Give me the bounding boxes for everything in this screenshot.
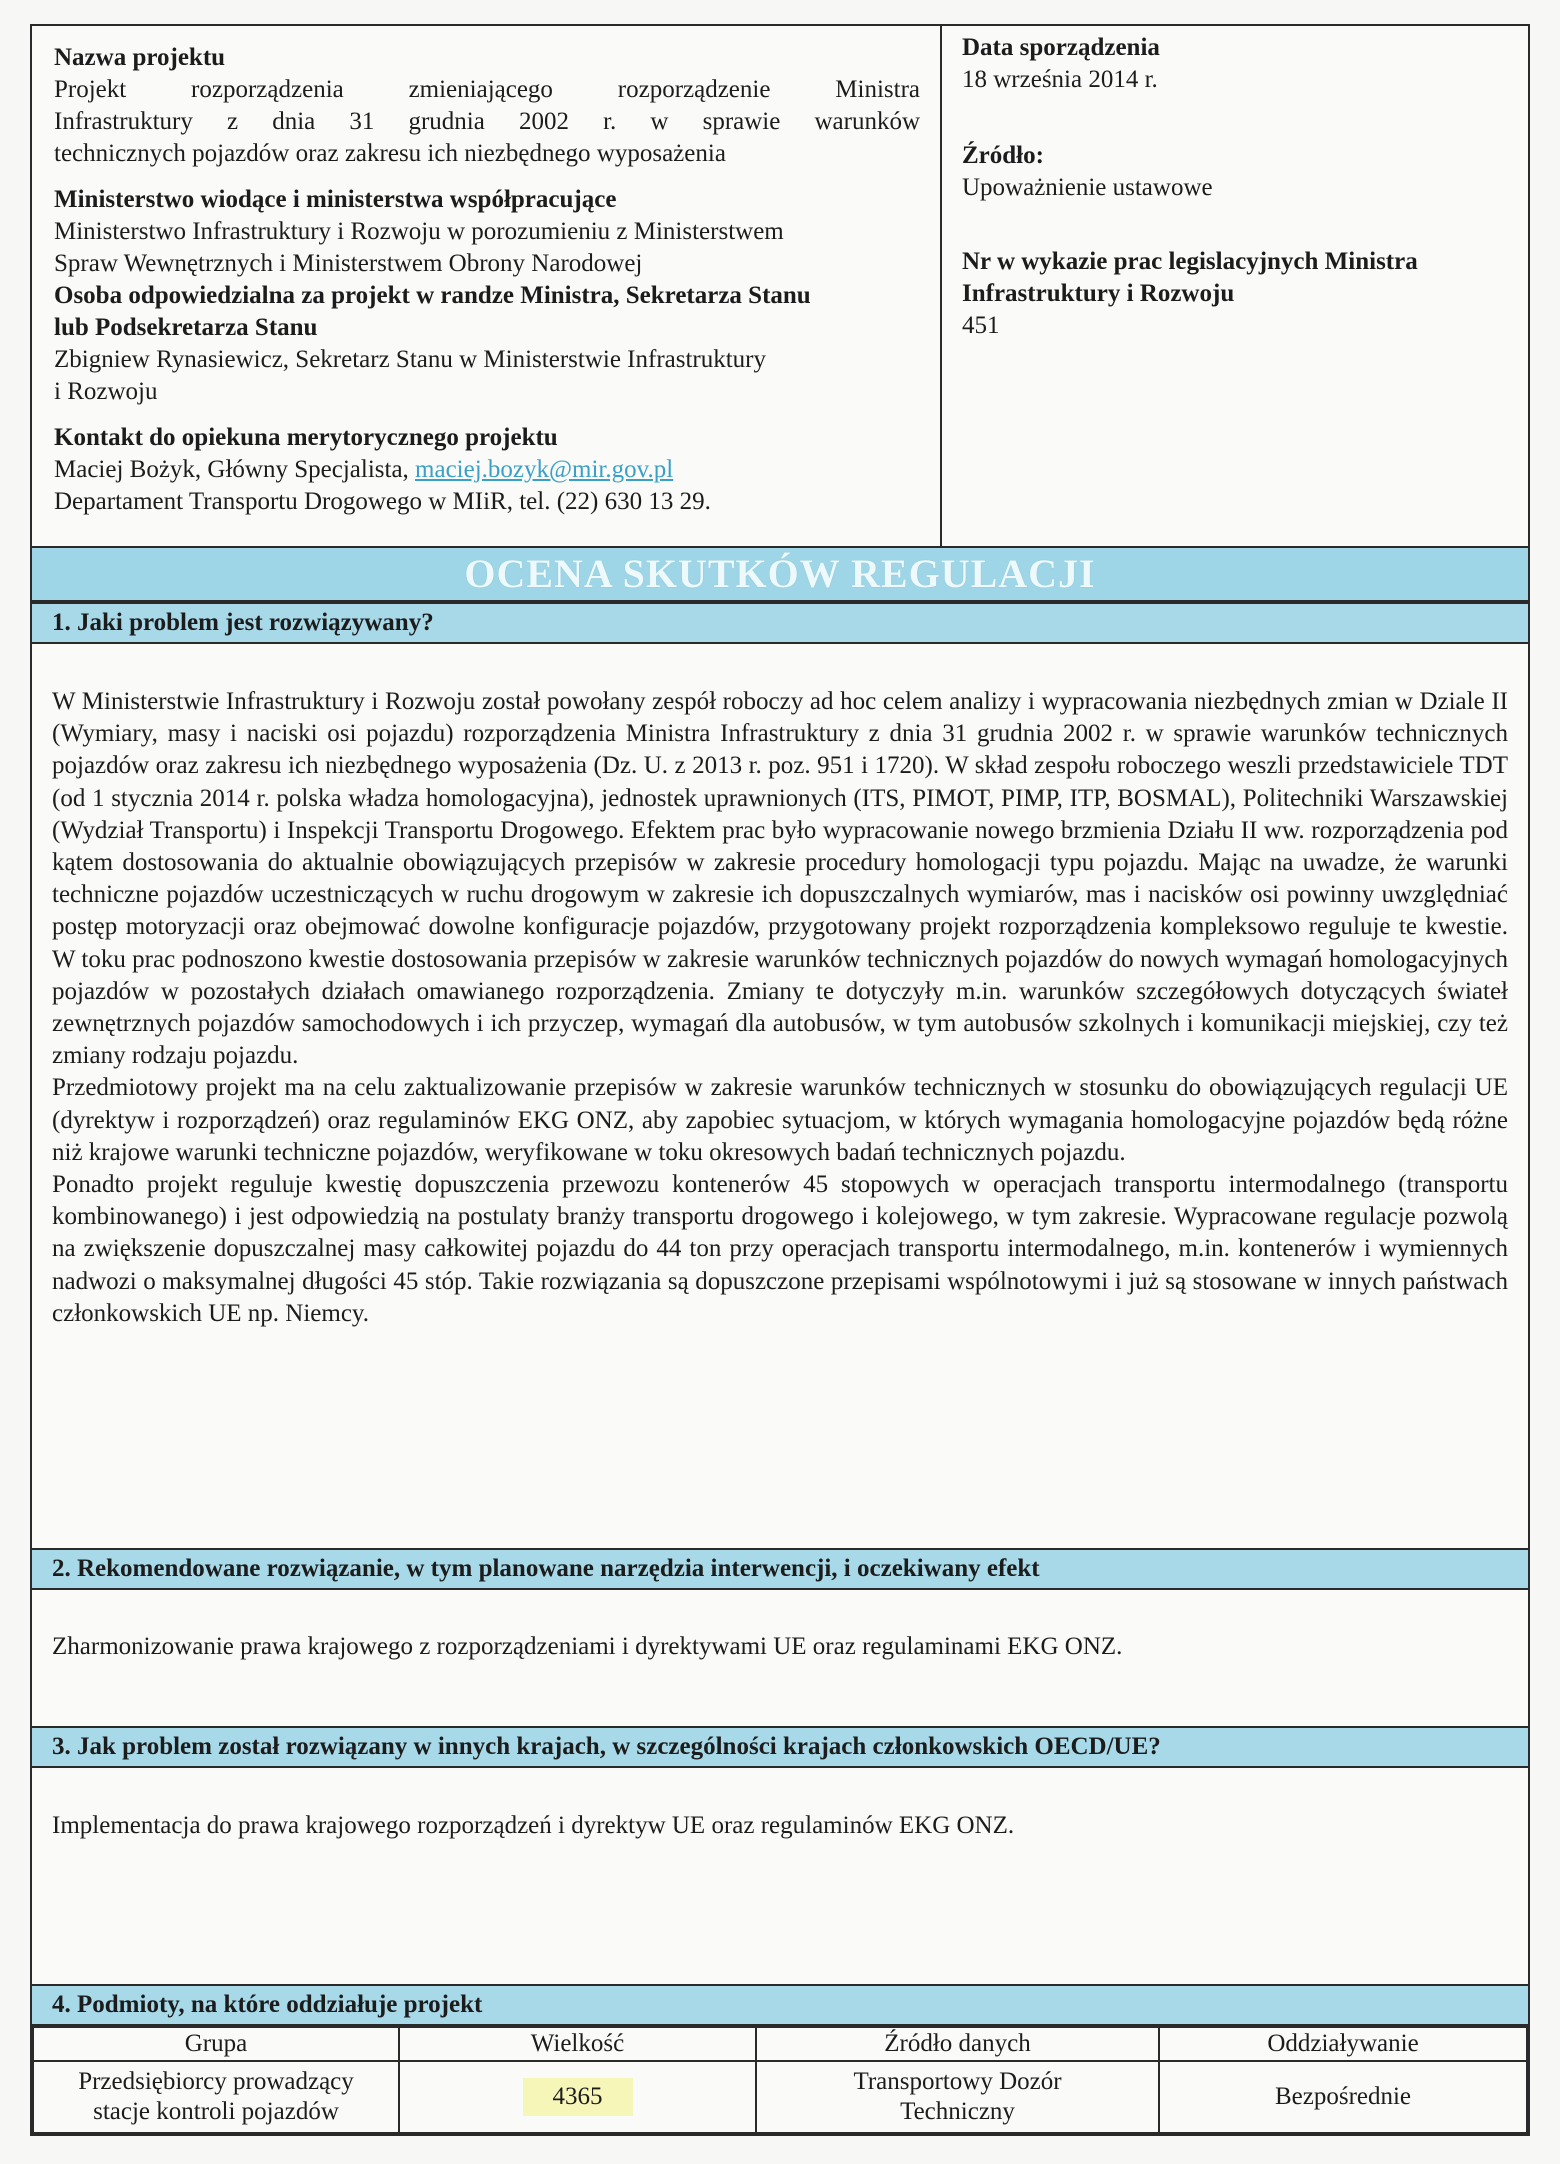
table-header-cell: Źródło danych (756, 2027, 1159, 2061)
list-label: Infrastruktury i Rozwoju (962, 280, 1235, 307)
ministry-line: Ministerstwo Infrastruktury i Rozwoju w porozumieniu z Ministerstwem (54, 218, 784, 245)
responsible-label: Osoba odpowiedzialna za projekt w randze Ministra, Sekretarza Stanu (54, 282, 811, 309)
source-line: Techniczny (900, 2098, 1015, 2125)
source-line: Transportowy Dozór (853, 2068, 1062, 2095)
project-name-line: technicznych pojazdów oraz zakresu ich niezbędnego wyposażenia (54, 140, 726, 167)
subjects-table (32, 2026, 1528, 2134)
contact-label: Kontakt do opiekuna merytorycznego projektu (54, 424, 558, 451)
group-line: Przedsiębiorcy prowadzący (78, 2068, 354, 2095)
table-header-cell: Grupa (33, 2027, 399, 2061)
responsible-label: lub Podsekretarza Stanu (54, 314, 318, 341)
date-value: 18 września 2014 r. (962, 66, 1158, 93)
impact-cell: Bezpośrednie (1159, 2061, 1527, 2133)
title-bar (32, 546, 1528, 602)
contact-email-link[interactable]: maciej.bozyk@mir.gov.pl (415, 456, 674, 483)
table-header-row (33, 2027, 1527, 2061)
table-header-cell: Wielkość (399, 2027, 756, 2061)
header-block (32, 26, 1528, 548)
section-4-heading-bar (32, 1984, 1528, 2026)
paragraph: Przedmiotowy projekt ma na celu zaktualizowanie przepisów w zakresie warunków technicznych w stosunku do obowiązujących regulacji UE (dyrektyw i rozporządzeń) oraz regulaminów EKG ONZ, aby zapobiec sytuacjom, w których wymagania homologacyjne pojazdów będą różne niż krajowe warunki techniczne pojazdów, weryfikowane w toku okresowych badań technicznych pojazdu. (52, 1074, 1508, 1166)
section-heading: 1. Jaki problem jest rozwiązywany? (52, 609, 434, 636)
document-page (30, 24, 1530, 2136)
paragraph: Ponadto projekt reguluje kwestię dopuszczenia przewozu kontenerów 45 stopowych w operacjach transportu intermodalnego (transportu kombinowanego) i jest odpowiedzią na postulaty branży transportu drogowego i kolejowego, w tym zakresie. Wypracowane regulacje pozwolą na zwiększenie dopuszczalnej masy całkowitej pojazdu do 44 ton przy operacjach transportu intermodalnego, m.in. kontenerów i wymiennych nadwozi o maksymalnej długości 45 stóp. Takie rozwiązania są dopuszczone przepisami wspólnotowymi i już są stosowane w innych państwach członkowskich UE np. Niemcy. (52, 1171, 1508, 1327)
paragraph: W Ministerstwie Infrastruktury i Rozwoju został powołany zespół roboczy ad hoc celem analizy i wypracowania niezbędnych zmian w Dziale II (Wymiary, masy i naciski osi pojazdu) rozporządzenia Ministra Infrastruktury z dnia 31 grudnia 2002 r. w sprawie warunków technicznych pojazdów oraz zakresu ich niezbędnego wyposażenia (Dz. U. z 2013 r. poz. 951 i 1720). W skład zespołu roboczego weszli przedstawiciele TDT (od 1 stycznia 2014 r. polska władza homologacyjna), jednostek uprawnionych (ITS, PIMOT, PIMP, ITP, BOSMAL), Politechniki Warszawskiej (Wydział Transportu) i Inspekcji Transportu Drogowego. Efektem prac było wypracowanie nowego brzmienia Działu II ww. rozporządzenia pod kątem dostosowania do aktualnie obowiązujących przepisów w zakresie procedury homologacji typu pojazdu. Mając na uwadze, że warunki techniczne pojazdów uczestniczących w ruchu drogowym w zakresie ich dopuszczalnych wymiarów, mas i nacisków osi powinny uwzględniać postęp motoryzacji oraz obejmować dowolne konfiguracje pojazdów, przygotowany projekt rozporządzenia kompleksowo reguluje te kwestie. W toku prac podnoszono kwestie dostosowania przepisów w zakresie warunków technicznych pojazdów do nowych wymagań homologacyjnych pojazdów w pozostałych działach omawianego rozporządzenia. Zmiany te dotyczyły m.in. warunków szczegółowych dotyczących świateł zewnętrznych pojazdów samochodowych i ich przyczep, wymagań dla autobusów, w tym autobusów szkolnych i komunikacji miejskiej, czy też zmiany rodzaju pojazdu. (52, 688, 1508, 1070)
source-label: Źródło: (962, 142, 1044, 169)
project-name-line: Projekt rozporządzenia zmieniającego rozporządzenie Ministra (54, 76, 920, 103)
ministry-label: Ministerstwo wiodące i ministerstwa współpracujące (54, 186, 617, 213)
group-line: stacje kontroli pojazdów (93, 2098, 339, 2125)
paragraph: Zharmonizowanie prawa krajowego z rozporządzeniami i dyrektywami UE oraz regulaminami EKG ONZ. (52, 1633, 1123, 1660)
responsible-line: i Rozwoju (54, 378, 158, 405)
project-name-line: Infrastruktury z dnia 31 grudnia 2002 r. w sprawie warunków (54, 108, 920, 135)
contact-line (54, 454, 920, 486)
paragraph: Implementacja do prawa krajowego rozporządzeń i dyrektyw UE oraz regulaminów EKG ONZ. (52, 1812, 1015, 1839)
document-title: OCENA SKUTKÓW REGULACJI (464, 551, 1096, 596)
size-value: 4365 (523, 2078, 633, 2116)
size-cell (399, 2061, 756, 2133)
section-3-heading-bar (32, 1726, 1528, 1768)
contact-dept: Departament Transportu Drogowego w MIiR, tel. (22) 630 13 29. (54, 488, 711, 515)
table-header-cell: Oddziaływanie (1159, 2027, 1527, 2061)
responsible-line: Zbigniew Rynasiewicz, Sekretarz Stanu w Ministerstwie Infrastruktury (54, 346, 767, 373)
table-row (33, 2061, 1527, 2133)
group-cell (33, 2061, 399, 2133)
section-heading: 3. Jak problem został rozwiązany w innych krajach, w szczególności krajach członkowskich OECD/UE? (52, 1733, 1161, 1760)
section-1-body (52, 686, 1508, 1330)
section-heading: 2. Rekomendowane rozwiązanie, w tym planowane narzędzia interwencji, i oczekiwany efekt (52, 1555, 1040, 1582)
section-3-body (52, 1810, 1508, 1842)
header-right (942, 26, 1528, 546)
source-value: Upoważnienie ustawowe (962, 174, 1213, 201)
date-label: Data sporządzenia (962, 34, 1160, 61)
section-2-heading-bar (32, 1548, 1528, 1590)
section-heading: 4. Podmioty, na które oddziałuje projekt (52, 1991, 483, 2018)
project-name-label: Nazwa projektu (54, 44, 226, 71)
section-2-body (52, 1631, 1508, 1663)
list-label: Nr w wykazie prac legislacyjnych Ministra (962, 248, 1418, 275)
header-left (32, 26, 942, 546)
contact-name: Maciej Bożyk, Główny Specjalista, (54, 456, 409, 483)
section-1-heading-bar (32, 602, 1528, 644)
ministry-line: Spraw Wewnętrznych i Ministerstwem Obrony Narodowej (54, 250, 643, 277)
list-value: 451 (962, 312, 1000, 339)
source-cell (756, 2061, 1159, 2133)
